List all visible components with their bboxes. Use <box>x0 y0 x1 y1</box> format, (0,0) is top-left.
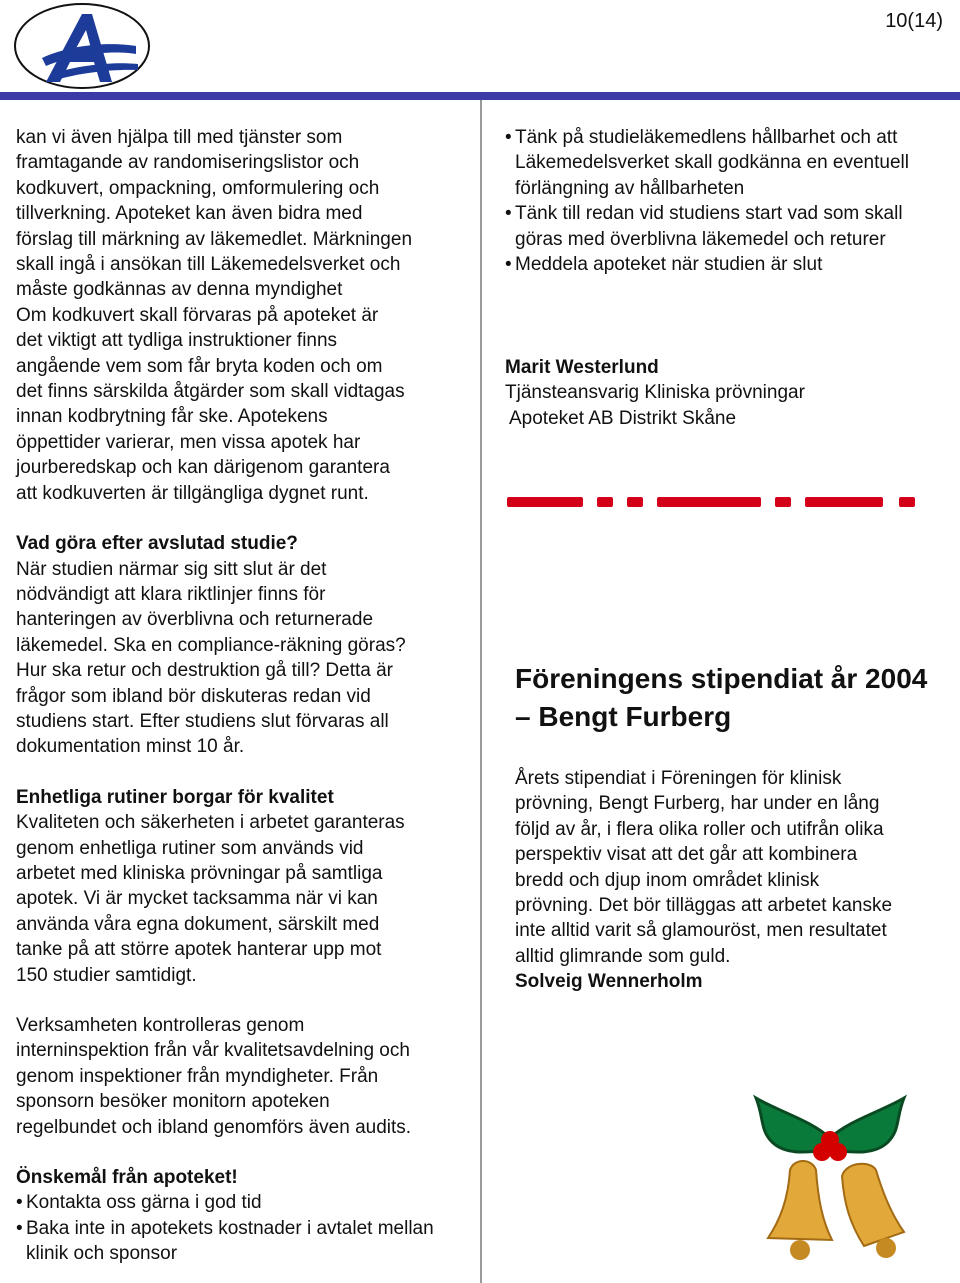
section-heading: Vad göra efter avslutad studie? <box>16 533 298 555</box>
section-after-study <box>16 531 471 760</box>
column-divider <box>480 100 482 1283</box>
text-line: Om kodkuvert skall förvaras på apoteket är <box>16 304 379 326</box>
text-line: följd av år, i flera olika roller och utifrån olika <box>515 818 884 840</box>
text-line: prövning. Det bör tilläggas att arbetet kanske <box>515 895 893 917</box>
text-line: använda våra egna dokument, särskilt med <box>16 913 380 935</box>
text-line: nödvändigt att klara riktlinjer finns för <box>16 583 326 605</box>
section-heading: Önskemål från apoteket! <box>16 1167 238 1189</box>
text-line: apotek. Vi är mycket tacksamma när vi kan <box>16 888 378 910</box>
text-line: öppettider varierar, men vissa apotek har <box>16 431 361 453</box>
text-line: dokumentation minst 10 år. <box>16 736 245 758</box>
text-line: Årets stipendiat i Föreningen för klinisk <box>515 768 842 789</box>
section-wishes <box>16 1165 471 1267</box>
text-line: perspektiv visat att det går att kombinera <box>515 844 858 866</box>
article-title: Föreningens stipendiat år 2004 <box>515 663 928 694</box>
text-line: jourberedskap och kan därigenom garantera <box>16 457 390 479</box>
page-number: 10(14) <box>885 10 943 32</box>
section-heading: Enhetliga rutiner borgar för kvalitet <box>16 786 334 808</box>
text-line: regelbundet och ibland genomförs även audits. <box>16 1116 412 1138</box>
text-line: genom enhetliga rutiner som används vid <box>16 837 364 859</box>
text-line: det finns särskilda åtgärder som skall vidtagas <box>16 381 405 403</box>
text-line: Verksamheten kontrolleras genom <box>16 1015 305 1036</box>
intro-paragraph <box>16 125 471 506</box>
signature-block <box>505 355 950 431</box>
signature-title: Tjänsteansvarig Kliniska prövningar <box>505 382 805 404</box>
dashed-divider <box>505 495 925 509</box>
text-line: Hur ska retur och destruktion gå till? Detta är <box>16 660 394 682</box>
text-line: framtagande av randomiseringslistor och <box>16 152 360 174</box>
text-line: När studien närmar sig sitt slut är det <box>16 558 327 580</box>
signature-name: Marit Westerlund <box>505 357 659 378</box>
text-line: 150 studier samtidigt. <box>16 964 197 986</box>
text-line: inte alltid varit så glamouröst, men resultatet <box>515 920 887 942</box>
article-title: – Bengt Furberg <box>515 701 732 732</box>
advice-list <box>505 125 950 277</box>
signature-org: Apoteket AB Distrikt Skåne <box>509 407 737 429</box>
text-line: Kvaliteten och säkerheten i arbetet garanteras <box>16 812 405 834</box>
text-line: tanke på att större apotek hanterar upp mot <box>16 939 382 961</box>
list-item: • Baka inte in apotekets kostnader i avtalet mellan klinik och sponsor <box>16 1216 471 1267</box>
list-item: • Tänk på studieläkemedlens hållbarhet och att Läkemedelsverket skall godkänna en eventuell förlängning av hållbarheten <box>505 125 950 201</box>
text-line: läkemedel. Ska en compliance-räkning göras? <box>16 634 406 656</box>
text-line: frågor som ibland bör diskuteras redan vid <box>16 685 371 707</box>
text-line: skall ingå i ansökan till Läkemedelsverket och <box>16 254 401 276</box>
text-line: studiens start. Efter studiens slut förvaras all <box>16 710 389 732</box>
text-line: hanteringen av överblivna och returnerade <box>16 609 374 631</box>
text-line: det viktigt att tydliga instruktioner finns <box>16 330 338 352</box>
list-item: • Tänk till redan vid studiens start vad som skall göras med överblivna läkemedel och returer <box>505 201 950 252</box>
text-line: arbetet med kliniska prövningar på samtliga <box>16 862 383 884</box>
text-line: alltid glimrande som guld. <box>515 945 731 967</box>
stipend-article <box>515 660 950 995</box>
holly-bells-icon <box>750 1090 910 1270</box>
article-body <box>515 766 950 969</box>
section-quality <box>16 785 471 1140</box>
text-line: tillverkning. Apoteket kan även bidra med <box>16 203 363 225</box>
wishes-list <box>16 1190 471 1266</box>
text-line: interninspektion från vår kvalitetsavdelning och <box>16 1040 410 1062</box>
text-line: sponsorn besöker monitorn apoteken <box>16 1091 330 1113</box>
text-line: prövning, Bengt Furberg, har under en lång <box>515 793 880 815</box>
text-line: att kodkuverten är tillgängliga dygnet runt. <box>16 482 369 504</box>
header-rule <box>0 92 960 100</box>
list-item: • Meddela apoteket när studien är slut <box>505 252 950 277</box>
apoteket-logo-icon <box>12 2 152 90</box>
left-column <box>16 125 471 1267</box>
article-author: Solveig Wennerholm <box>515 971 703 993</box>
text-line: kan vi även hjälpa till med tjänster som <box>16 127 343 148</box>
text-line: bredd och djup inom området klinisk <box>515 869 820 891</box>
text-line: angående vem som får bryta koden och om <box>16 355 383 377</box>
text-line: kodkuvert, ompackning, omformulering och <box>16 177 380 199</box>
list-item: • Kontakta oss gärna i god tid <box>16 1190 471 1215</box>
text-line: innan kodbrytning får ske. Apotekens <box>16 406 328 428</box>
text-line: förslag till märkning av läkemedlet. Märkningen <box>16 228 413 250</box>
text-line: måste godkännas av denna myndighet <box>16 279 343 301</box>
text-line: genom inspektioner från myndigheter. Från <box>16 1065 379 1087</box>
